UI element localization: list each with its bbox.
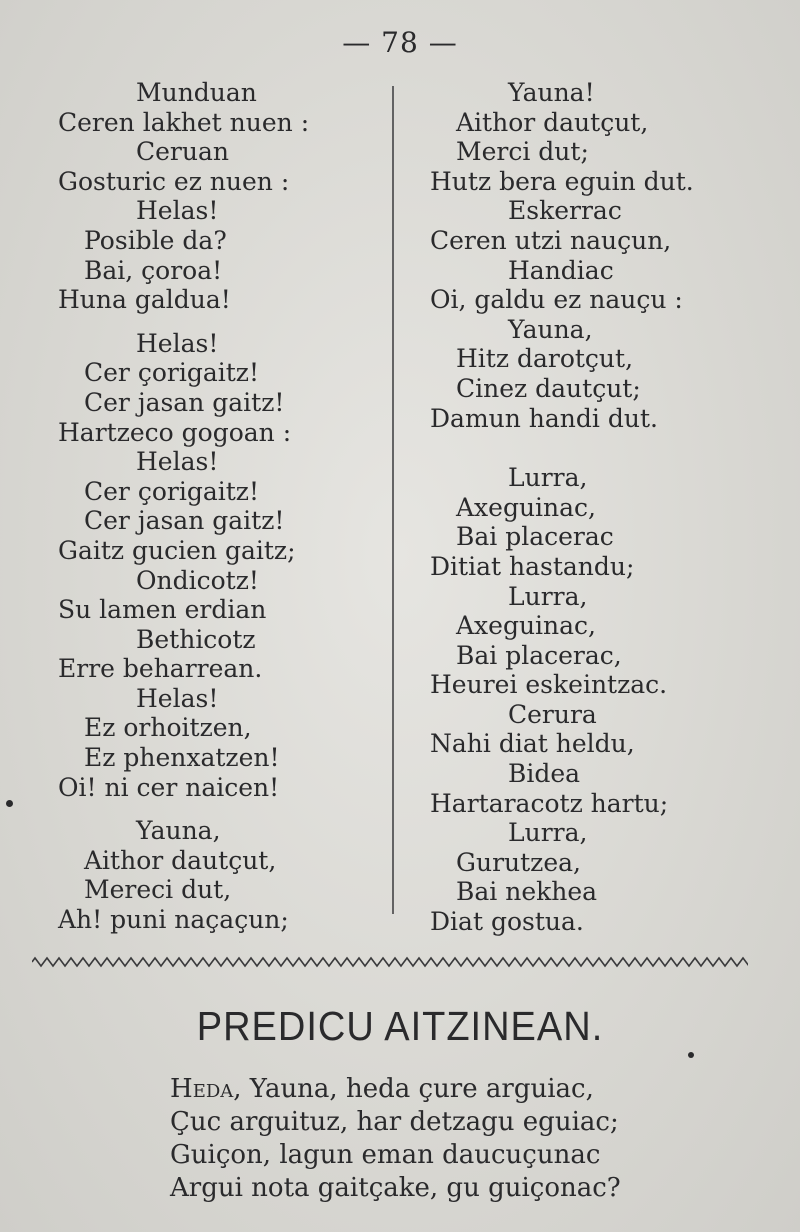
- poem-line: Erre beharrean.: [58, 654, 263, 684]
- poem-line: Gaitz gucien gaitz;: [58, 535, 296, 565]
- poem-line: Cerura: [508, 699, 597, 729]
- poem-line: Gosturic ez nuen :: [58, 166, 290, 196]
- column-separator: [392, 86, 394, 914]
- poem-line: Bai placerac,: [456, 640, 622, 670]
- poem-line: Axeguinac,: [456, 611, 597, 641]
- poem-line: Mereci dut,: [84, 875, 232, 905]
- left-column: [58, 78, 378, 935]
- poem-line: Ah! puni naçaçun;: [58, 905, 289, 935]
- verse-line: Çuc arguituz, har detzagu eguiac;: [170, 1107, 619, 1137]
- poem-line: Posible da?: [84, 225, 227, 255]
- poem-line: Cinez dautçut;: [456, 373, 641, 403]
- poem-line: Ceren utzi nauçun,: [430, 225, 672, 255]
- poem-line: Ez phenxatzen!: [84, 743, 280, 773]
- ink-speck: [6, 800, 13, 807]
- verse-line: Heda, Yauna, heda çure arguiac,: [170, 1074, 594, 1104]
- poem-line: Hitz darotçut,: [456, 344, 634, 374]
- poem-line: Cer jasan gaitz!: [84, 506, 285, 536]
- poem-line: Nahi diat heldu,: [430, 729, 635, 759]
- stanza-gap: [430, 433, 760, 463]
- poem-line: Yauna,: [508, 314, 593, 344]
- poem-line: Munduan: [136, 78, 257, 107]
- poem-line: Cer çorigaitz!: [84, 476, 259, 506]
- poem-line: Ondicotz!: [136, 565, 259, 595]
- section-title: PREDICU AITZINEAN.: [196, 1004, 604, 1050]
- poem-line: Axeguinac,: [456, 492, 597, 522]
- ornamental-divider: [32, 955, 748, 969]
- poem-line: Aithor dautçut,: [84, 845, 277, 875]
- verse-block: [170, 1073, 621, 1205]
- poem-line: Hartzeco gogoan :: [58, 417, 292, 447]
- poem-line: Lurra,: [508, 818, 588, 848]
- poem-line: Helas!: [136, 196, 219, 226]
- verse-initial-word: Heda: [170, 1074, 234, 1104]
- verse-line: Argui nota gaitçake, gu guiçonac?: [170, 1173, 621, 1203]
- poem-line: Ez orhoitzen,: [84, 713, 252, 743]
- poem-line: Su lamen erdian: [58, 595, 267, 625]
- ink-speck: [688, 1052, 694, 1058]
- poem-line: Helas!: [136, 447, 219, 477]
- poem-line: Damun handi dut.: [430, 403, 658, 433]
- poem-line: Handiac: [508, 255, 614, 285]
- poem-line: Merci dut;: [456, 137, 589, 167]
- stanza-gap: [58, 315, 378, 329]
- poem-line: Helas!: [136, 683, 219, 713]
- poem-line: Huna galdua!: [58, 285, 231, 315]
- poem-line: Gurutzea,: [456, 847, 581, 877]
- verse-line: Guiçon, lagun eman daucuçunac: [170, 1140, 601, 1170]
- poem-line: Helas!: [136, 328, 219, 358]
- poem-line: Cer çorigaitz!: [84, 358, 259, 388]
- poem-line: Bai placerac: [456, 522, 614, 552]
- poem-line: Hartaracotz hartu;: [430, 788, 669, 818]
- poem-line: Cer jasan gaitz!: [84, 387, 285, 417]
- poem-line: Heurei eskeintzac.: [430, 670, 668, 700]
- poem-line: Yauna,: [136, 816, 221, 846]
- poem-line: Bai nekhea: [456, 877, 598, 907]
- poem-line: Eskerrac: [508, 196, 622, 226]
- page-number: — 78 —: [342, 26, 458, 59]
- poem-line: Bidea: [508, 759, 581, 789]
- poem-line: Lurra,: [508, 581, 588, 611]
- poem-line: Yauna!: [508, 78, 595, 107]
- poem-line: Ceruan: [136, 137, 229, 167]
- poem-line: Lurra,: [508, 463, 588, 493]
- poem-line: Oi, galdu ez nauçu :: [430, 285, 683, 315]
- poem-line: Hutz bera eguin dut.: [430, 166, 694, 196]
- stanza-gap: [58, 802, 378, 816]
- poem-line: Oi! ni cer naicen!: [58, 772, 280, 802]
- poem-line: Aithor dautçut,: [456, 107, 649, 137]
- poem-line: Diat gostua.: [430, 907, 584, 937]
- poem-line: Ceren lakhet nuen :: [58, 107, 310, 137]
- poem-line: Bai, çoroa!: [84, 255, 223, 285]
- poem-line: Bethicotz: [136, 624, 256, 654]
- poem-line: Ditiat hastandu;: [430, 551, 635, 581]
- right-column: [430, 78, 760, 937]
